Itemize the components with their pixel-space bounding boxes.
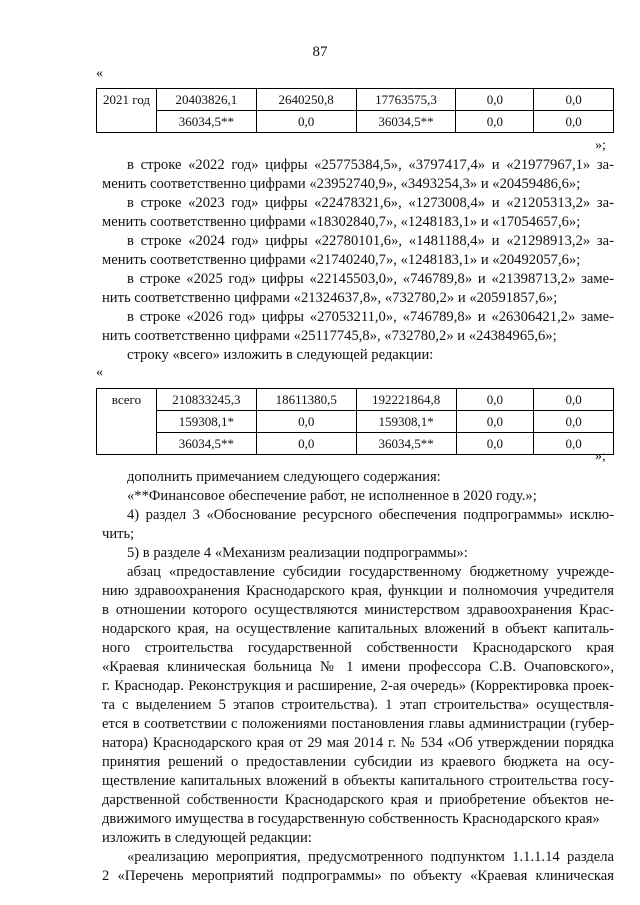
text-line: 5) в разделе 4 «Механизм реализации подпрограммы»:	[127, 545, 468, 561]
text-line: в строке «2026 год» цифры «27053211,0», «746789,8» и «26306421,2» заме-	[127, 309, 614, 325]
text-line: ществление капитальных вложений в объекты капитального строительства госу-	[102, 773, 614, 789]
text-line: ного строительства государственной собственности Краснодарского края	[102, 640, 614, 656]
table-row	[97, 433, 614, 455]
open-quote: «	[96, 365, 103, 380]
table-cell: 17763575,3	[356, 89, 456, 111]
open-quote: «	[96, 66, 103, 81]
text-line: принятия решений о предоставлении субсидии из краевого бюджета на осу-	[102, 754, 614, 770]
table-cell: 159308,1*	[356, 411, 456, 433]
table-cell: 0,0	[534, 111, 614, 133]
text-line: в отношении которого осуществляются министерством здравоохранения Крас-	[102, 602, 614, 618]
text-line: в строке «2024 год» цифры «22780101,6», «1481188,4» и «21298913,2» за-	[127, 233, 614, 249]
close-quote: »;	[595, 138, 606, 153]
text-line: изложить в следующей редакции:	[102, 830, 312, 846]
table-cell: 20403826,1	[156, 89, 256, 111]
table-row	[97, 411, 614, 433]
text-line: нить соответственно цифрами «25117745,8», «732780,2» и «24384965,6»;	[102, 328, 557, 344]
table-cell: 0,0	[534, 389, 614, 411]
table-cell: 0,0	[456, 411, 534, 433]
table-cell: 0,0	[456, 89, 534, 111]
text-line: «**Финансовое обеспечение работ, не исполненное в 2020 году.»;	[127, 488, 537, 504]
table-cell: 2640250,8	[256, 89, 356, 111]
text-line: абзац «предоставление субсидии государственному бюджетному учрежде-	[127, 564, 614, 580]
text-line: строку «всего» изложить в следующей редакции:	[127, 347, 434, 363]
text-line: та с выделением 5 этапов строительства). 1 этап строительства» осуществля-	[102, 697, 614, 713]
text-line: 4) раздел 3 «Обоснование ресурсного обеспечения подпрограммы» исклю-	[127, 507, 614, 523]
text-line: движимого имущества в государственную собственность Краснодарского края»	[102, 811, 600, 827]
table-total	[96, 388, 614, 455]
text-line: в строке «2022 год» цифры «25775384,5», «3797417,4» и «21977967,1» за-	[127, 157, 614, 173]
table-cell: 210833245,3	[156, 389, 256, 411]
table-cell: 0,0	[456, 389, 534, 411]
text-line: «Краевая клиническая больница № 1 имени профессора С.В. Очаповского»,	[102, 659, 614, 675]
row-label: 2021 год	[97, 89, 157, 133]
table-cell: 0,0	[534, 433, 614, 455]
text-line: ется в соответствии с положениями постановления главы администрации (губер-	[102, 716, 614, 732]
text-line: 2 «Перечень мероприятий подпрограммы» по объекту «Краевая клиническая	[102, 868, 614, 884]
table-cell: 36034,5**	[356, 433, 456, 455]
text-line: г. Краснодар. Реконструкция и расширение, 2-ая очередь» (Корректировка проек-	[102, 678, 614, 694]
table-cell: 36034,5**	[156, 111, 256, 133]
table-cell: 0,0	[456, 111, 534, 133]
table-row	[97, 389, 614, 411]
table-cell: 18611380,5	[256, 389, 356, 411]
text-line: менить соответственно цифрами «21740240,7», «1248183,1» и «20492057,6»;	[102, 252, 581, 268]
table-cell: 0,0	[456, 433, 534, 455]
text-line: в строке «2023 год» цифры «22478321,6», «1273008,4» и «21205313,2» за-	[127, 195, 614, 211]
table-cell: 0,0	[534, 89, 614, 111]
table-cell: 0,0	[534, 411, 614, 433]
table-cell: 36034,5**	[356, 111, 456, 133]
text-line: нодарского края, на осуществление капитальных вложений в объект капиталь-	[102, 621, 614, 637]
text-line: чить;	[102, 526, 135, 542]
text-line: нию здравоохранения Краснодарского края, функции и полномочия учредителя	[102, 583, 614, 599]
page-number: 87	[312, 44, 328, 60]
table-cell: 36034,5**	[156, 433, 256, 455]
table-2021	[96, 88, 614, 133]
text-line: дополнить примечанием следующего содержания:	[127, 469, 441, 485]
table-cell: 0,0	[256, 111, 356, 133]
table-cell: 159308,1*	[156, 411, 256, 433]
table-cell: 192221864,8	[356, 389, 456, 411]
table-row	[97, 111, 614, 133]
text-line: дарственной собственности Краснодарского края и приобретение объектов не-	[102, 792, 614, 808]
text-line: нить соответственно цифрами «21324637,8», «732780,2» и «20591857,6»;	[102, 290, 558, 306]
text-line: в строке «2025 год» цифры «22145503,0», «746789,8» и «21398713,2» заме-	[127, 271, 614, 287]
text-line: натора) Краснодарского края от 29 мая 2014 г. № 534 «Об утверждении порядка	[102, 735, 614, 751]
text-line: «реализацию мероприятия, предусмотренного подпунктом 1.1.1.14 раздела	[127, 849, 614, 865]
table-cell: 0,0	[256, 433, 356, 455]
close-quote: »;	[595, 449, 606, 464]
text-line: менить соответственно цифрами «18302840,7», «1248183,1» и «17054657,6»;	[102, 214, 581, 230]
table-row	[97, 89, 614, 111]
row-label: всего	[97, 389, 157, 455]
text-line: менить соответственно цифрами «23952740,9», «3493254,3» и «20459486,6»;	[102, 176, 581, 192]
table-cell: 0,0	[256, 411, 356, 433]
